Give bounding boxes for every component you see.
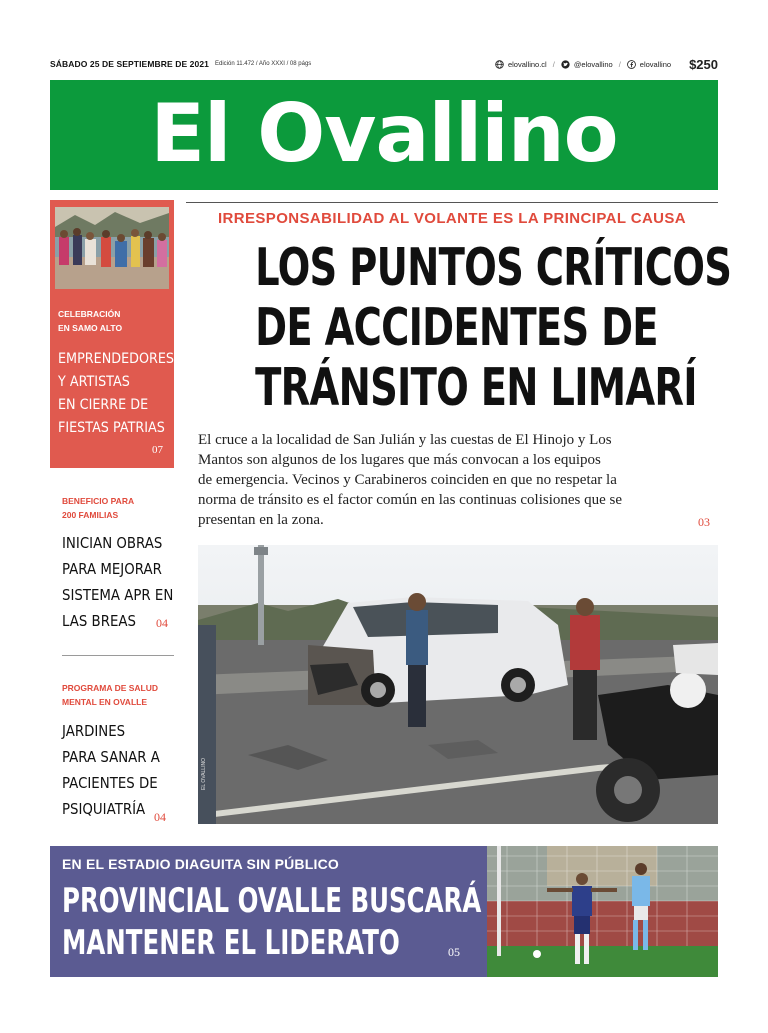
- sports-headline[interactable]: PROVINCIAL OVALLE BUSCARÁ MANTENER EL LIDERATO: [62, 881, 482, 963]
- main-kicker: IRRESPONSABILIDAD AL VOLANTE ES LA PRINCIPAL CAUSA: [217, 210, 687, 227]
- football-photo: [487, 846, 718, 977]
- sports-page-number: 05: [448, 945, 460, 959]
- sidebar-story3-headline[interactable]: JARDINES PARA SANAR A PACIENTES DE PSIQUIATRÍA: [62, 722, 160, 818]
- sidebar-story1-page: 07: [152, 444, 163, 456]
- main-summary: El cruce a la localidad de San Julián y las cuestas de El Hinojo y Los Mantos son algunos de los lugares que más convocan a los equipos de emergencia. Vecinos y Carabineros coinciden en que no respetar la norma de tránsito es el factor común en las continuas colisiones que se presentan en la zona.: [198, 432, 623, 528]
- twitter-handle[interactable]: @elovallino: [573, 59, 613, 69]
- masthead: [50, 80, 718, 190]
- sidebar-story3-kicker: PROGRAMA DE SALUD MENTAL EN OVALLE: [62, 683, 159, 707]
- sidebar-story2-page: 04: [156, 616, 168, 630]
- sidebar-story1-kicker: CELEBRACIÓN EN SAMO ALTO: [58, 309, 123, 333]
- accident-photo: [198, 545, 718, 824]
- sidebar-story1-headline[interactable]: EMPRENDEDORES Y ARTISTAS EN CIERRE DE FIESTAS PATRIAS: [58, 351, 175, 436]
- newspaper-logo: El Ovallino: [150, 87, 618, 180]
- facebook-handle[interactable]: elovallino: [639, 59, 672, 69]
- sidebar-story2-kicker: BENEFICIO PARA 200 FAMILIAS: [62, 496, 135, 520]
- main-page-number: 03: [698, 515, 710, 529]
- sidebar-story3-page: 04: [154, 810, 166, 824]
- photo-credit: EL OVALLINO: [201, 758, 207, 790]
- issue-date: SÁBADO 25 DE SEPTIEMBRE DE 2021: [50, 59, 209, 69]
- sports-kicker: EN EL ESTADIO DIAGUITA SIN PÚBLICO: [62, 856, 339, 872]
- sidebar-story2-headline[interactable]: INICIAN OBRAS PARA MEJORAR SISTEMA APR EN LAS BREAS: [62, 534, 174, 630]
- globe-icon: [495, 60, 504, 69]
- sidebar-divider: [62, 655, 174, 656]
- contact-links: elovallino.cl / @elovallino / elovallino $250: [495, 57, 718, 72]
- website-link[interactable]: elovallino.cl: [507, 59, 547, 69]
- festival-photo: [55, 207, 169, 289]
- dateline-bar: [50, 57, 718, 71]
- edition-info: Edición 11.472 / Año XXXI / 08 págs: [214, 61, 312, 67]
- twitter-icon: [561, 60, 570, 69]
- main-headline[interactable]: LOS PUNTOS CRÍTICOS DE ACCIDENTES DE TRÁNSITO EN LIMARÍ: [255, 238, 732, 418]
- price: $250: [689, 56, 718, 72]
- facebook-icon: [627, 60, 636, 69]
